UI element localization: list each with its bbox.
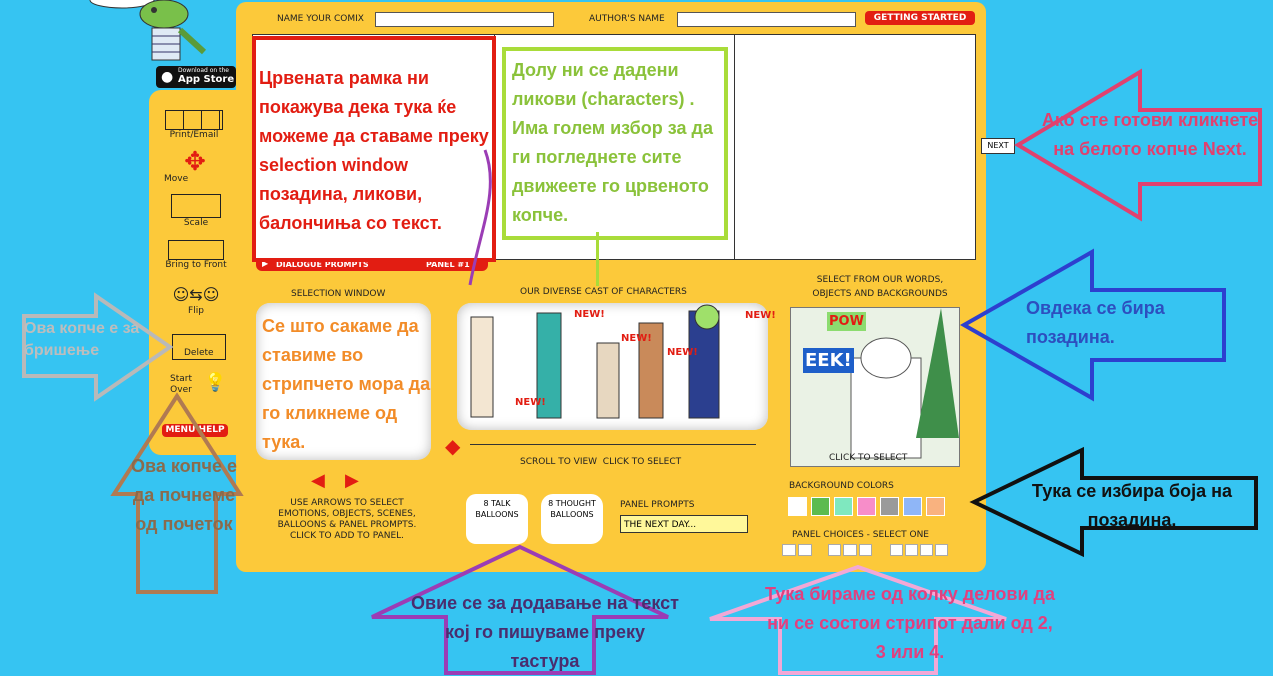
new-badge-1: NEW! (574, 309, 605, 320)
words-title: SELECT FROM OUR WORDS, OBJECTS AND BACKGROUNDS (812, 275, 948, 299)
cast-title: OUR DIVERSE CAST OF CHARACTERS (520, 287, 687, 297)
annotation-background: Овдека се бира позадина. (1026, 298, 1165, 347)
comix-name-input[interactable] (375, 12, 554, 27)
panel-prompts-label: PANEL PROMPTS (620, 500, 695, 510)
arrow-right-icon[interactable]: ▶ (345, 470, 359, 491)
print-email-icon (165, 110, 223, 130)
scroll-track (470, 444, 756, 445)
backgrounds-viewer[interactable] (790, 307, 960, 467)
talk-balloons-button[interactable]: 8 TALK BALLOONS (466, 494, 528, 544)
panel-cell (905, 544, 918, 556)
app-store-small-text: Download on the (178, 67, 229, 74)
new-badge-4: NEW! (745, 310, 776, 321)
bring-to-front-button[interactable] (162, 240, 230, 274)
panel-number-label: PANEL #1 (426, 260, 470, 269)
annotation-balloons: Овие се за додавање на текст кој го пишуваме преку тастура (411, 593, 679, 671)
mascot (92, 0, 242, 66)
next-button[interactable]: NEXT (981, 138, 1015, 154)
scale-button[interactable] (163, 194, 229, 230)
thought-balloons-button[interactable]: 8 THOUGHT BALLOONS (541, 494, 603, 544)
panel-cell (859, 544, 872, 556)
getting-started-button[interactable]: GETTING STARTED (865, 11, 975, 25)
name-comix-label: NAME YOUR COMIX (277, 14, 364, 24)
dialogue-prompts-label: DIALOGUE PROMPTS (276, 260, 369, 269)
annotation-delete: Ова копче е за бришење (24, 320, 140, 359)
swatch-green[interactable] (811, 497, 830, 516)
panel-cell (843, 544, 856, 556)
capitol-illustration (791, 308, 959, 466)
start-over-label: Start Over (170, 374, 192, 395)
swatch-white[interactable] (788, 497, 807, 516)
lightbulb-icon: 💡 (204, 372, 227, 393)
click-to-select-label: CLICK TO SELECT (829, 453, 908, 463)
panel-choice-3[interactable] (828, 544, 872, 556)
bring-to-front-icon (168, 240, 224, 260)
annotation-green: Долу ни се дадени ликови (characters) . Има голем избор за да ги погледнете сите движеете го црвеното копче. (512, 60, 713, 225)
character-strip[interactable] (457, 303, 776, 430)
green-connector-line (596, 232, 599, 286)
apple-icon: ● (161, 69, 174, 85)
panel-choice-2[interactable] (782, 544, 812, 556)
app-store-big-text: App Store (178, 74, 235, 85)
move-label: Move (164, 174, 189, 184)
author-name-input[interactable] (677, 12, 856, 27)
scale-icon (171, 194, 221, 218)
menu-help-button[interactable]: MENU HELP (162, 424, 228, 437)
annotation-red: Црвената рамка ни покажува дека тука ќе можеме да ставаме преку selection window позадина, ликови, балончиња со текст. (259, 68, 489, 233)
selection-hint: USE ARROWS TO SELECT EMOTIONS, OBJECTS, SCENES, BALLOONS & PANEL PROMPTS. CLICK TO ADD TO PANEL. (277, 498, 417, 541)
print-email-label: Print/Email (169, 130, 219, 140)
pow-word: POW (829, 314, 864, 329)
print-email-button[interactable] (163, 110, 225, 142)
flip-faces-icon: ☺⇆☺ (172, 285, 220, 304)
color-swatches (788, 497, 968, 517)
panel-cell (920, 544, 933, 556)
swatch-blue[interactable] (903, 497, 922, 516)
annotation-next: Ако сте готови кликнете на белото копче Next. (1041, 110, 1259, 159)
new-badge-5: NEW! (515, 397, 546, 408)
swatch-peach[interactable] (926, 497, 945, 516)
panel-choices-label: PANEL CHOICES - SELECT ONE (792, 530, 929, 540)
new-badge-3: NEW! (667, 347, 698, 358)
scale-label: Scale (183, 218, 209, 228)
bring-to-front-label: Bring to Front (165, 260, 227, 270)
flip-label: Flip (188, 306, 204, 316)
app-store-badge[interactable] (156, 66, 236, 88)
annotation-orange: Се што сакаме да ставиме во стрипчето мора да го кликнеме од тука. (262, 316, 431, 452)
swatch-mint[interactable] (834, 497, 853, 516)
new-badge-2: NEW! (621, 333, 652, 344)
panel-cell (935, 544, 948, 556)
annotation-start-over: Ова копче е да почнеме од почеток (131, 456, 237, 534)
panel-choice-4[interactable] (890, 544, 948, 556)
swatch-grey[interactable] (880, 497, 899, 516)
annotation-panels: Тука бираме од колку делови да ни се состои стрипот дали од 2, 3 или 4. (764, 584, 1055, 662)
comic-panel-3[interactable] (734, 34, 976, 260)
swatch-pink[interactable] (857, 497, 876, 516)
background-colors-label: BACKGROUND COLORS (789, 481, 894, 491)
panel-cell (798, 544, 812, 556)
scroll-thumb-icon[interactable]: ◆ (445, 434, 461, 458)
annotation-color: Тука се избира боја на позадина. (1031, 481, 1233, 530)
panel-cell (890, 544, 903, 556)
move-arrows-icon: ✥ (184, 147, 206, 177)
move-button[interactable] (160, 147, 230, 184)
panel-cell (782, 544, 796, 556)
delete-label: Delete (184, 348, 214, 358)
panel-prompt-select[interactable]: THE NEXT DAY... (620, 515, 748, 533)
arrow-left-icon[interactable]: ◀ (311, 470, 325, 491)
selection-window-title: SELECTION WINDOW (291, 289, 386, 299)
eek-word: EEK! (805, 350, 852, 371)
panel-cell (828, 544, 841, 556)
author-name-label: AUTHOR'S NAME (589, 14, 665, 24)
characters-illustration (457, 303, 768, 430)
play-icon: ▶ (262, 259, 269, 268)
scroll-hint: SCROLL TO VIEW CLICK TO SELECT (520, 457, 682, 467)
delete-button[interactable] (168, 332, 228, 362)
